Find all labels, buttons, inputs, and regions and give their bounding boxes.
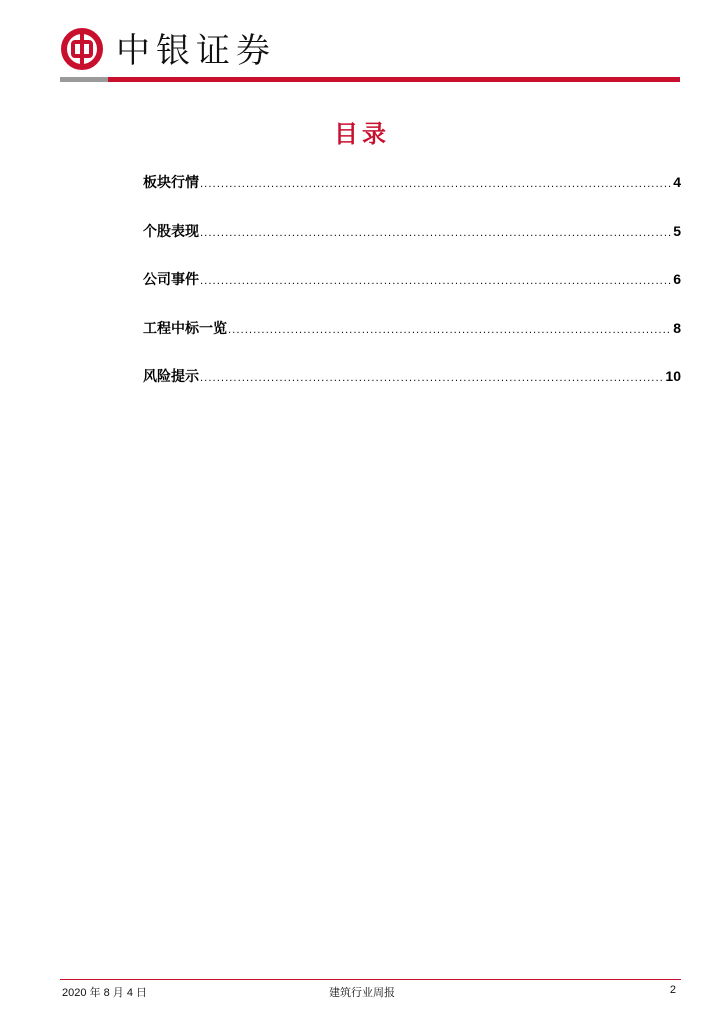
header-divider-grey [60,77,108,82]
toc-entry-label: 公司事件 [143,272,199,288]
footer-page-number: 2 [669,984,676,996]
toc-entry[interactable] [143,318,681,367]
toc-entry-label: 板块行情 [143,175,199,191]
toc-leader-dots [200,276,672,287]
toc-entry-page: 8 [673,319,681,336]
toc-leader-dots [200,228,672,239]
toc-entry[interactable] [143,366,681,415]
toc-entry-label: 风险提示 [143,369,199,385]
toc-leader-dots [228,325,672,336]
toc-entry-label: 工程中标一览 [143,320,227,337]
toc-entry[interactable] [143,221,681,270]
footer-divider [60,979,681,980]
toc-entry-page: 10 [665,368,681,384]
toc-entry-page: 6 [673,271,681,287]
toc-leader-dots [200,373,664,384]
toc-leader-dots [200,179,672,190]
table-of-contents [143,172,681,415]
header-divider-red [108,77,680,82]
toc-entry[interactable] [143,172,681,221]
header-logo [60,28,276,74]
toc-title: 目录 [334,120,390,148]
toc-entry[interactable] [143,269,681,318]
bank-of-china-logo-icon [60,27,104,75]
footer-date: 2020 年 8 月 4 日 [62,987,147,999]
brand-name: 中银证券 [116,31,276,71]
toc-entry-page: 4 [673,174,681,190]
footer-report-title: 建筑行业周报 [329,986,395,999]
toc-entry-page: 5 [673,222,681,239]
toc-entry-label: 个股表现 [143,223,199,240]
